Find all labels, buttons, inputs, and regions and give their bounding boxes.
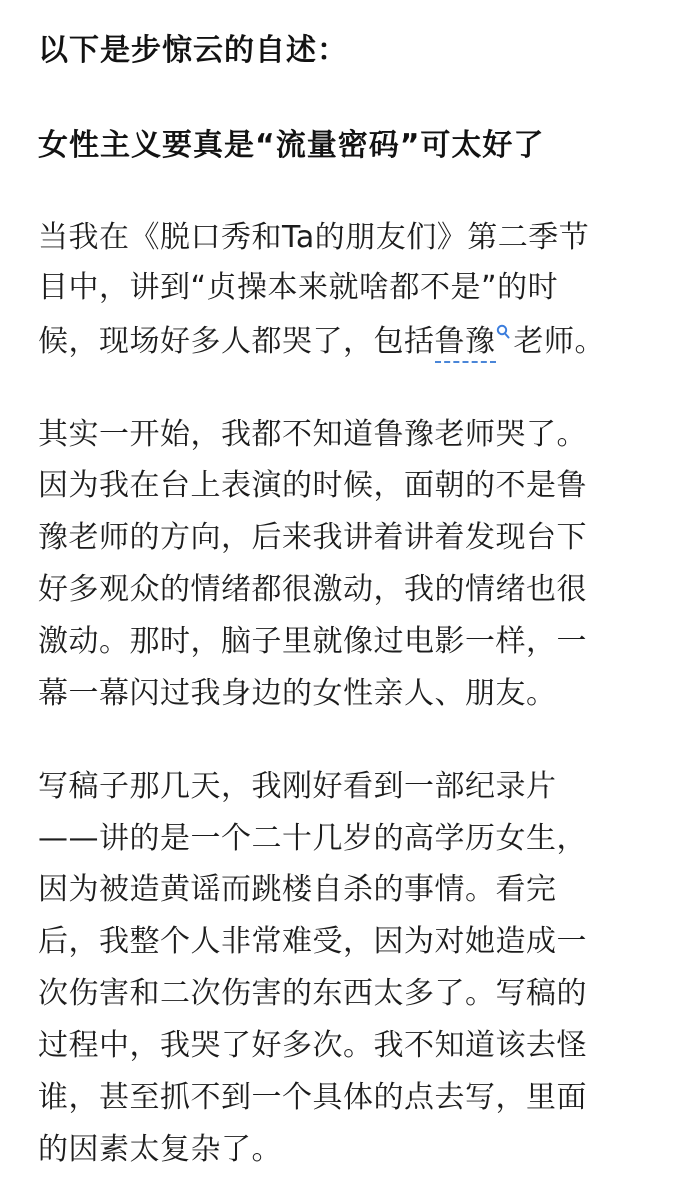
paragraph-1-line-3-text-post: 老师。 xyxy=(513,324,605,359)
paragraph-3-line-1: 写稿子那几天，我刚好看到一部纪录片 xyxy=(38,769,557,804)
article-heading-title: 女性主义要真是“流量密码”可太好了 xyxy=(38,128,545,163)
paragraph-2-line-6: 幕一幕闪过我身边的女性亲人、朋友。 xyxy=(38,676,557,711)
paragraph-3-line-5: 次伤害和二次伤害的东西太多了。写稿的 xyxy=(38,976,587,1011)
article-heading-intro: 以下是步惊云的自述： xyxy=(38,33,348,68)
search-icon[interactable] xyxy=(496,324,510,340)
paragraph-3-line-6: 过程中，我哭了好多次。我不知道该去怪 xyxy=(38,1028,587,1063)
paragraph-1-line-1: 当我在《脱口秀和Ta的朋友们》第二季节 xyxy=(38,220,590,255)
paragraph-3-line-4: 后，我整个人非常难受，因为对她造成一 xyxy=(38,924,587,959)
search-term-link[interactable]: 鲁豫 xyxy=(435,324,496,363)
paragraph-2-line-3: 豫老师的方向，后来我讲着讲着发现台下 xyxy=(38,520,587,555)
paragraph-3-line-7: 谁，甚至抓不到一个具体的点去写，里面 xyxy=(38,1080,587,1115)
paragraph-3-line-2: ——讲的是一个二十几岁的高学历女生， xyxy=(38,821,587,856)
paragraph-3-line-3: 因为被造黄谣而跳楼自杀的事情。看完 xyxy=(38,872,557,907)
paragraph-2-line-1: 其实一开始，我都不知道鲁豫老师哭了。 xyxy=(38,417,587,452)
paragraph-2-line-2: 因为我在台上表演的时候，面朝的不是鲁 xyxy=(38,468,587,503)
paragraph-1-line-2: 目中，讲到“贞操本来就啥都不是”的时 xyxy=(38,270,559,305)
paragraph-2-line-4: 好多观众的情绪都很激动，我的情绪也很 xyxy=(38,572,587,607)
paragraph-2-line-5: 激动。那时，脑子里就像过电影一样，一 xyxy=(38,624,587,659)
paragraph-1-line-3 xyxy=(38,322,605,362)
paragraph-3-line-8: 的因素太复杂了。 xyxy=(38,1132,282,1167)
paragraph-1-line-3-text-pre: 候，现场好多人都哭了，包括 xyxy=(38,324,435,359)
